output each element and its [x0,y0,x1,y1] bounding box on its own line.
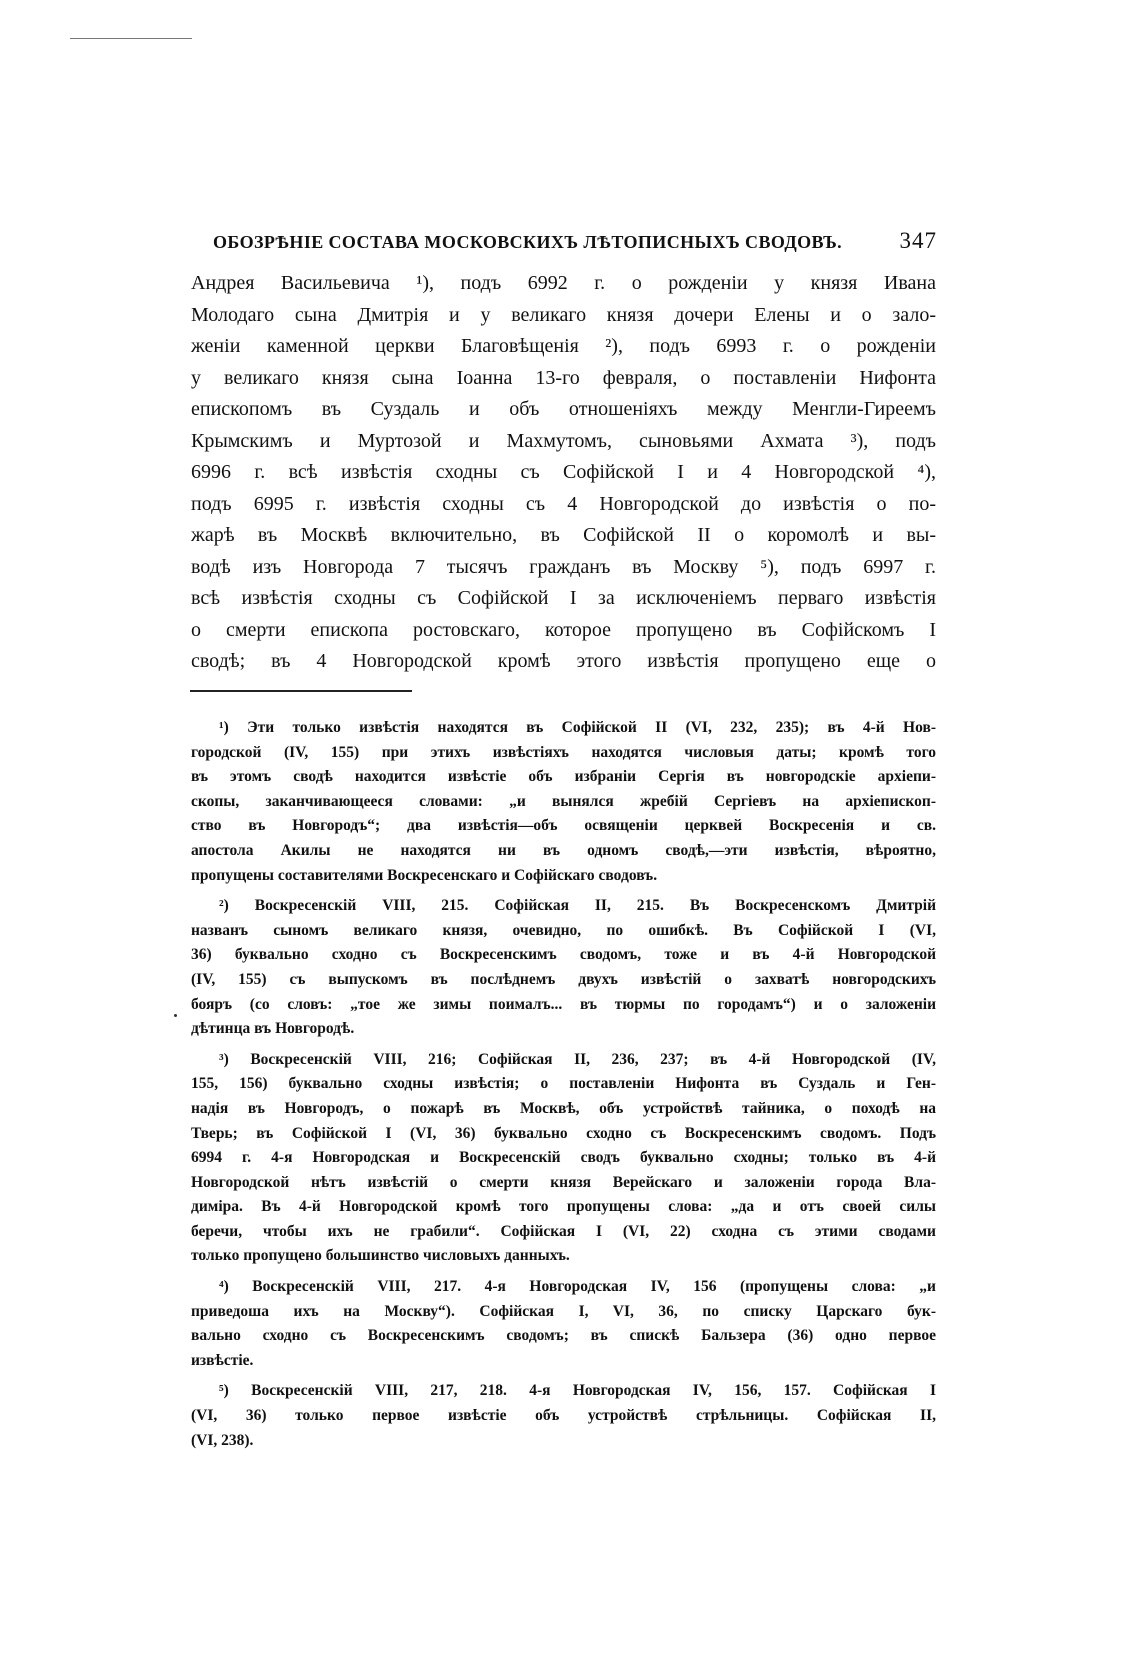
footnote-line: вально сходно съ Воскресенскимъ сводомъ; въ спискѣ Бальзера (36) одно первое [191,1327,936,1345]
footnote-4 [191,1275,936,1373]
page-number: 347 [899,228,937,253]
footnote-line: диміра. Въ 4-й Новгородской кромѣ того пропущены слова: „да и отъ своей силы [191,1198,936,1216]
footnote-line: приведоша ихъ на Москву“). Софійская I, VI, 36, по списку Царскаго бук- [191,1302,936,1320]
footnotes [191,716,936,1459]
footnote-line: дѣтинца въ Новгородѣ. [191,1020,355,1038]
running-head [213,228,937,262]
footnote-line: апостола Акилы не находятся ни въ одномъ сводѣ,—эти извѣстія, вѣроятно, [191,841,936,859]
main-text [191,268,936,678]
body-line: всѣ извѣстія сходны съ Софійской I за исключеніемъ перваго извѣстія [191,587,936,609]
body-line: женіи каменной церкви Благовѣщенія ²), подъ 6993 г. о рожденіи [191,335,936,357]
footnote-line: ¹) Эти только извѣстія находятся въ Софійской II (VI, 232, 235); въ 4-й Нов- [219,719,936,736]
footnote-5 [191,1379,936,1453]
body-line: у великаго князя сына Іоанна 13-го февраля, о поставленіи Нифонта [191,366,936,389]
footnote-line: Новгородской нѣтъ извѣстій о смерти князя Верейскаго и заложеніи города Вла- [191,1173,936,1191]
footnote-line: ²) Воскресенскій VIII, 215. Софійская II, 215. Въ Воскресенскомъ Дмитрій [219,897,936,915]
body-line: сводѣ; въ 4 Новгородской кромѣ этого извѣстія пропущено еще о [191,650,936,672]
footnote-line: Тверь; въ Софійской I (VI, 36) буквально сходно съ Воскресенскимъ сводомъ. Подъ [191,1124,936,1142]
footnote-line: ³) Воскресенскій VIII, 216; Софійская II, 236, 237; въ 4-й Новгородской (IV, [219,1050,936,1068]
footnote-line: бояръ (со словъ: „тое же зимы поималъ... въ тюрмы по городамъ“) и о заложеніи [191,995,936,1013]
body-line: Молодаго сына Дмитрія и у великаго князя дочери Елены и о зало- [191,303,936,326]
footnote-line: пропущены составителями Воскресенскаго и Софійскаго сводовъ. [191,866,658,884]
footnote-line: беречи, чтобы ихъ не грабили“. Софійская I (VI, 22) сходна съ этими сводами [191,1222,936,1240]
footnote-line: городской (IV, 155) при этихъ извѣстіяхъ находятся числовыя даты; кромѣ того [191,743,936,761]
print-speck [174,1014,177,1017]
footnote-3 [191,1048,936,1269]
footnote-1 [191,716,936,888]
body-line: епископомъ въ Суздаль и объ отношеніяхъ между Менгли-Гиреемъ [191,398,936,420]
top-margin-rule [70,38,192,39]
footnote-line: ство въ Новгородъ“; два извѣстія—объ освященіи церквей Воскресенія и св. [191,817,936,835]
body-line: подъ 6995 г. извѣстія сходны съ 4 Новгородской до извѣстія о по- [191,492,936,515]
footnote-line: (VI, 36) только первое извѣстіе объ устройствѣ стрѣльницы. Софійская II, [191,1407,936,1425]
footnote-line: скопы, заканчивающееся словами: „и вынялся жребій Сергіевъ на архіепископ- [191,792,936,810]
body-line: Андрея Васильевича ¹), подъ 6992 г. о рожденіи у князя Ивана [191,272,936,294]
body-line: Крымскимъ и Муртозой и Махмутомъ, сыновьями Ахмата ³), подъ [191,429,936,452]
footnote-line: надія въ Новгородъ, о пожарѣ въ Москвѣ, объ устройствѣ тайника, о походѣ на [191,1099,936,1117]
footnote-line: названъ сыномъ великаго князя, очевидно, по ошибкѣ. Въ Софійской I (VI, [191,921,936,939]
body-line: 6996 г. всѣ извѣстія сходны съ Софійской I и 4 Новгородской ⁴), [191,461,936,483]
footnote-line: только пропущено большинство числовыхъ данныхъ. [191,1247,570,1265]
footnote-line: 6994 г. 4-я Новгородская и Воскресенскій сводъ буквально сходны; только въ 4-й [191,1149,936,1167]
body-line: водѣ изъ Новгорода 7 тысячъ гражданъ въ Москву ⁵), подъ 6997 г. [191,555,936,578]
footnote-line: въ этомъ сводѣ находится извѣстіе объ избраніи Сергія въ новгородскіе архіепи- [191,768,936,786]
footnote-line: ⁵) Воскресенскій VIII, 217, 218. 4-я Новгородская IV, 156, 157. Софійская I [219,1382,936,1400]
footnote-separator [190,690,412,692]
footnote-line: извѣстіе. [191,1351,254,1369]
running-title: ОБОЗРѢНІЕ СОСТАВА МОСКОВСКИХЪ ЛѢТОПИСНЫХЪ СВОДОВЪ. [213,232,843,252]
body-line: о смерти епископа ростовскаго, которое пропущено въ Софійскомъ I [191,618,936,641]
footnote-line: 155, 156) буквально сходны извѣстія; о поставленіи Нифонта въ Суздаль и Ген- [191,1075,936,1093]
footnote-line: (IV, 155) съ выпускомъ въ послѣднемъ двухъ извѣстій о захватѣ новгородскихъ [191,970,936,988]
footnote-line: (VI, 238). [191,1431,254,1449]
footnote-line: 36) буквально сходно съ Воскресенскимъ сводомъ, тоже и въ 4-й Новгородской [191,946,936,964]
footnote-line: ⁴) Воскресенскій VIII, 217. 4-я Новгородская IV, 156 (пропущены слова: „и [219,1278,936,1296]
footnote-2 [191,894,936,1042]
body-line: жарѣ въ Москвѣ включительно, въ Софійской II о коромолѣ и вы- [191,524,936,546]
